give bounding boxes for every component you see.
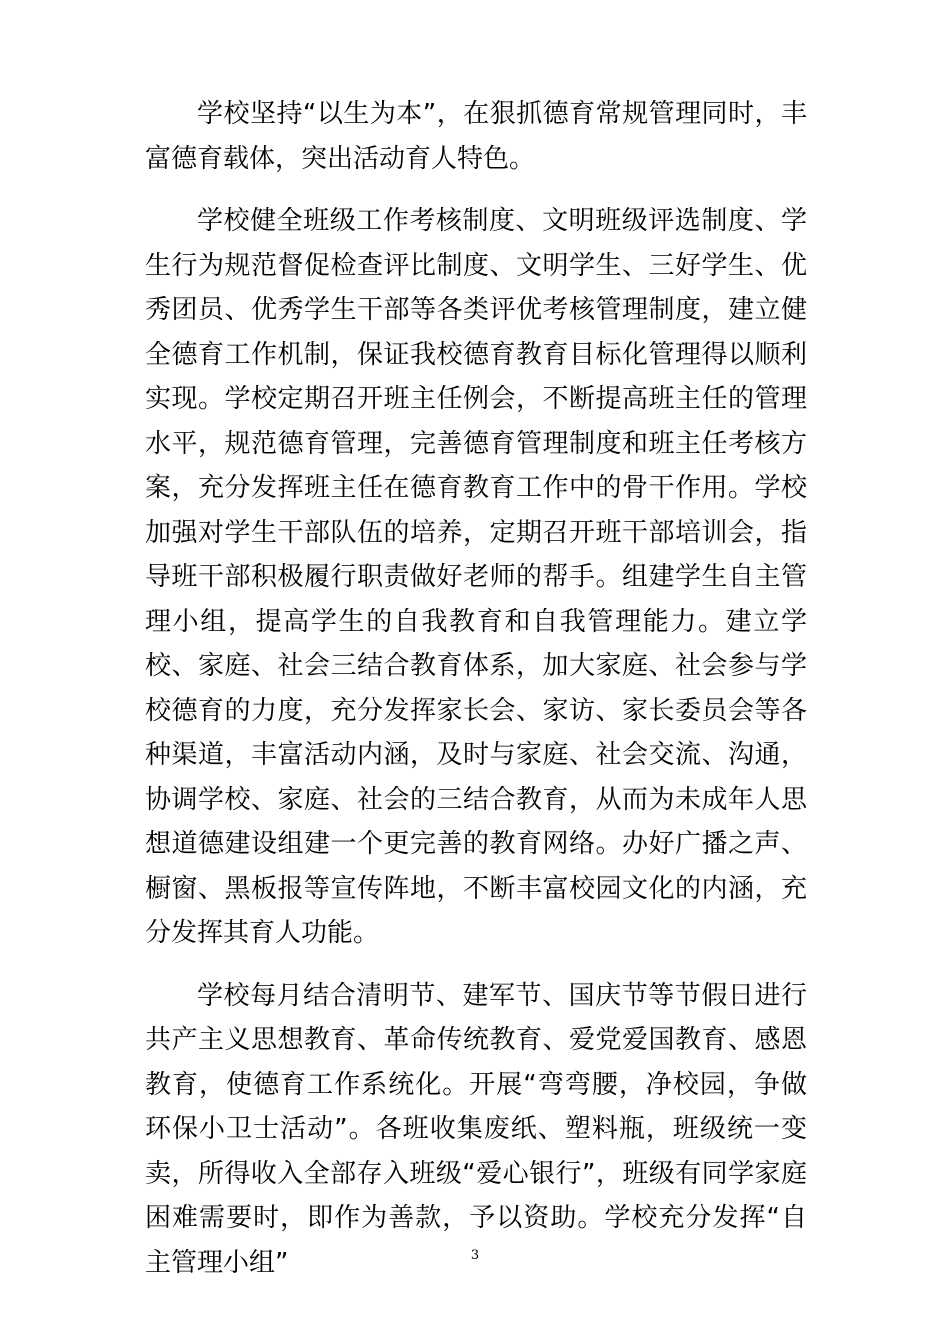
paragraph-2: 学校健全班级工作考核制度、文明班级评选制度、学生行为规范督促检查评比制度、文明学生、三好学生、优秀团员、优秀学生干部等各类评优考核管理制度，建立健全德育工作机制，保证我校德育教育目标化管理得以顺利实现。学校定期召开班主任例会，不断提高班主任的管理水平，规范德育管理，完善德育管理制度和班主任考核方案，充分发挥班主任在德育教育工作中的骨干作用。学校加强对学生干部队伍的培养，定期召开班干部培训会，指导班干部积极履行职责做好老师的帮手。组建学生自主管理小组，提高学生的自我教育和自我管理能力。建立学校、家庭、社会三结合教育体系，加大家庭、社会参与学校德育的力度，充分发挥家长会、家访、家长委员会等各种渠道，丰富活动内涵，及时与家庭、社会交流、沟通，协调学校、家庭、社会的三结合教育，从而为未成年人思想道德建设组建一个更完善的教育网络。办好广播之声、橱窗、黑板报等宣传阵地，不断丰富校园文化的内涵，充分发挥其育人功能。: [145, 206, 807, 948]
paragraph-1: 学校坚持“以生为本”，在狠抓德育常规管理同时，丰富德育载体，突出活动育人特色。: [145, 99, 807, 174]
document-body: [145, 92, 807, 1303]
paragraph-3: 学校每月结合清明节、建军节、国庆节等节假日进行共产主义思想教育、革命传统教育、爱党爱国教育、感恩教育，使德育工作系统化。开展“弯弯腰，净校园，争做环保小卫士活动”。各班收集废纸、塑料瓶，班级统一变卖，所得收入全部存入班级“爱心银行”，班级有同学家庭困难需要时，即作为善款，予以资助。学校充分发挥“自主管理小组”: [145, 980, 807, 1278]
page-number: 3: [470, 1248, 480, 1263]
